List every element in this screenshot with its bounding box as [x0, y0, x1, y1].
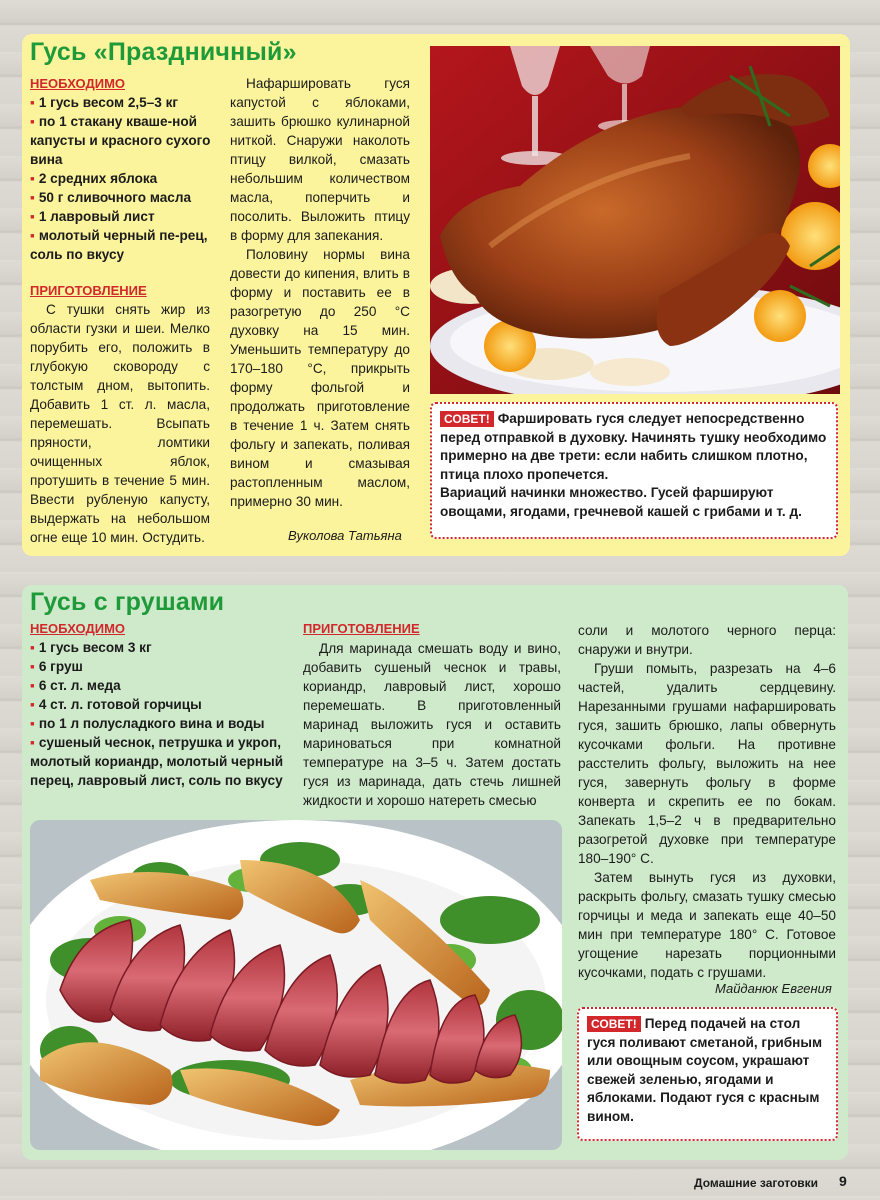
recipe-1-prep-col1-text: С тушки снять жир из области гузки и шеи. Мелко порубить его, положить в глубокую сковороду с толстым дном, вытопить. Добавить 1 ст. л. масла, перемешать. Всыпать пряности, ломтики очищенных яблок, протушить в течение 5 мин. Ввести рубленую капусту, выдержать на небольшом огне еще 10 мин. Остудить.	[30, 302, 210, 545]
recipe-1-prep-col2	[230, 74, 410, 511]
recipe-1-tip-p2: Вариаций начинки множество. Гусей фаршируют овощами, ягодами, гречневой кашей с грибами и т. д.	[440, 485, 802, 519]
ingredient-item: ▪ 6 груш	[30, 657, 292, 676]
recipe-1-needed-label: НЕОБХОДИМО	[30, 76, 126, 91]
recipe-1-tip	[430, 402, 838, 539]
paragraph: Нафаршировать гуся капустой с яблоками, зашить брюшко кулинарной ниткой. Снаружи наколоть птицу вилкой, смазать небольшим количеством масла, поперчить и посолить. Выложить птицу в форму для запекания.	[230, 76, 410, 243]
recipe-2-needed-label: НЕОБХОДИМО	[30, 621, 126, 636]
ingredient-item: ▪ 1 лавровый лист	[30, 207, 216, 226]
ingredient-item: ▪ по 1 стакану кваше-ной капусты и красного сухого вина	[30, 112, 216, 169]
magazine-name: Домашние заготовки	[694, 1176, 819, 1190]
recipe-2-ingredients	[30, 638, 292, 790]
recipe-1-prep-col1	[30, 300, 210, 547]
ingredient-item: ▪ 4 ст. л. готовой горчицы	[30, 695, 292, 714]
recipe-2-prep-col1-text: Для маринада смешать воду и вино, добавить сушеный чеснок и травы, кориандр, лавровый лист, хорошо перемешать. В приготовленный маринад выложить гуся и оставить мариноваться при комнатной температуре на 3–5 ч. Затем достать гуся из маринада, дать стечь лишней жидкости и хорошо натереть смесью	[303, 641, 561, 808]
ingredient-item: ▪ 1 гусь весом 2,5–3 кг	[30, 93, 216, 112]
paragraph: Затем вынуть гуся из духовки, раскрыть фольгу, смазать тушку смесью горчицы и меда и запекать еще 40–50 мин при температуре 180° С. Готовое угощение нарезать порционными кусочками, подать с грушами.	[578, 870, 836, 980]
recipe-2-prep-col2	[578, 621, 836, 982]
recipe-1-ingredients	[30, 93, 216, 264]
recipe-1-title: Гусь «Праздничный»	[30, 38, 297, 66]
ingredient-item: ▪ сушеный чеснок, петрушка и укроп, молотый кориандр, молотый черный перец, лавровый лист, соль по вкусу	[30, 733, 292, 790]
tip-badge-2: СОВЕТ!	[587, 1016, 641, 1032]
ingredient-item: ▪ 6 ст. л. меда	[30, 676, 292, 695]
tip-badge-1: СОВЕТ!	[440, 411, 494, 427]
recipe-2-prep-col1	[303, 639, 561, 810]
recipe-1-author: Вуколова Татьяна	[288, 528, 402, 543]
paragraph: Груши помыть, разрезать на 4–6 частей, удалить сердцевину. Нарезанными грушами нафаршировать гуся, зашить брюшко, лапы обвернуть кусочками фольги. На противне расстелить фольгу, выложить на нее гуся, завернуть фольгу в форме конверта и скрепить ее по бокам. Запекать 1,5–2 ч в предварительно разогретой духовке при температуре 180–190° С.	[578, 661, 836, 866]
recipe-2-prep-label: ПРИГОТОВЛЕНИЕ	[303, 621, 420, 636]
paragraph: соли и молотого черного перца: снаружи и внутри.	[578, 623, 836, 657]
ingredient-item: ▪ по 1 л полусладкого вина и воды	[30, 714, 292, 733]
ingredient-item: ▪ молотый черный пе-рец, соль по вкусу	[30, 226, 216, 264]
recipe-1-tip-p1: Фаршировать гуся следует непосредственно перед отправкой в духовку. Начинять тушку необходимо примерно на две трети: если набить слишком плотно, птица плохо пропечется.	[440, 411, 827, 482]
ingredient-item: ▪ 1 гусь весом 3 кг	[30, 638, 292, 657]
recipe-2-author: Майданюк Евгения	[715, 981, 832, 996]
ingredient-item: ▪ 2 средних яблока	[30, 169, 216, 188]
recipe-2-tip	[577, 1007, 838, 1141]
recipe-2-tip-text: Перед подачей на стол гуся поливают сметаной, грибным или овощным соусом, украшают свежей зеленью, ягодами и яблоками. Подают гуся с красным вином.	[587, 1016, 822, 1124]
goose-with-pears-photo	[30, 820, 562, 1150]
recipe-1-prep-label: ПРИГОТОВЛЕНИЕ	[30, 283, 147, 298]
recipe-2-title: Гусь с грушами	[30, 588, 225, 616]
ingredient-item: ▪ 50 г сливочного масла	[30, 188, 216, 207]
paragraph: Половину нормы вина довести до кипения, влить в форму и поставить ее в разогретую до 250 °С духовку на 15 мин. Уменьшить температуру до 170–180 °С, прикрыть форму фольгой и продолжать приготовление в течение 1 ч. Затем снять фольгу и запекать, поливая вином и смазывая растопленным маслом, примерно 30 мин.	[230, 247, 410, 509]
page-number: 9	[839, 1173, 847, 1189]
roast-goose-photo	[430, 46, 840, 394]
